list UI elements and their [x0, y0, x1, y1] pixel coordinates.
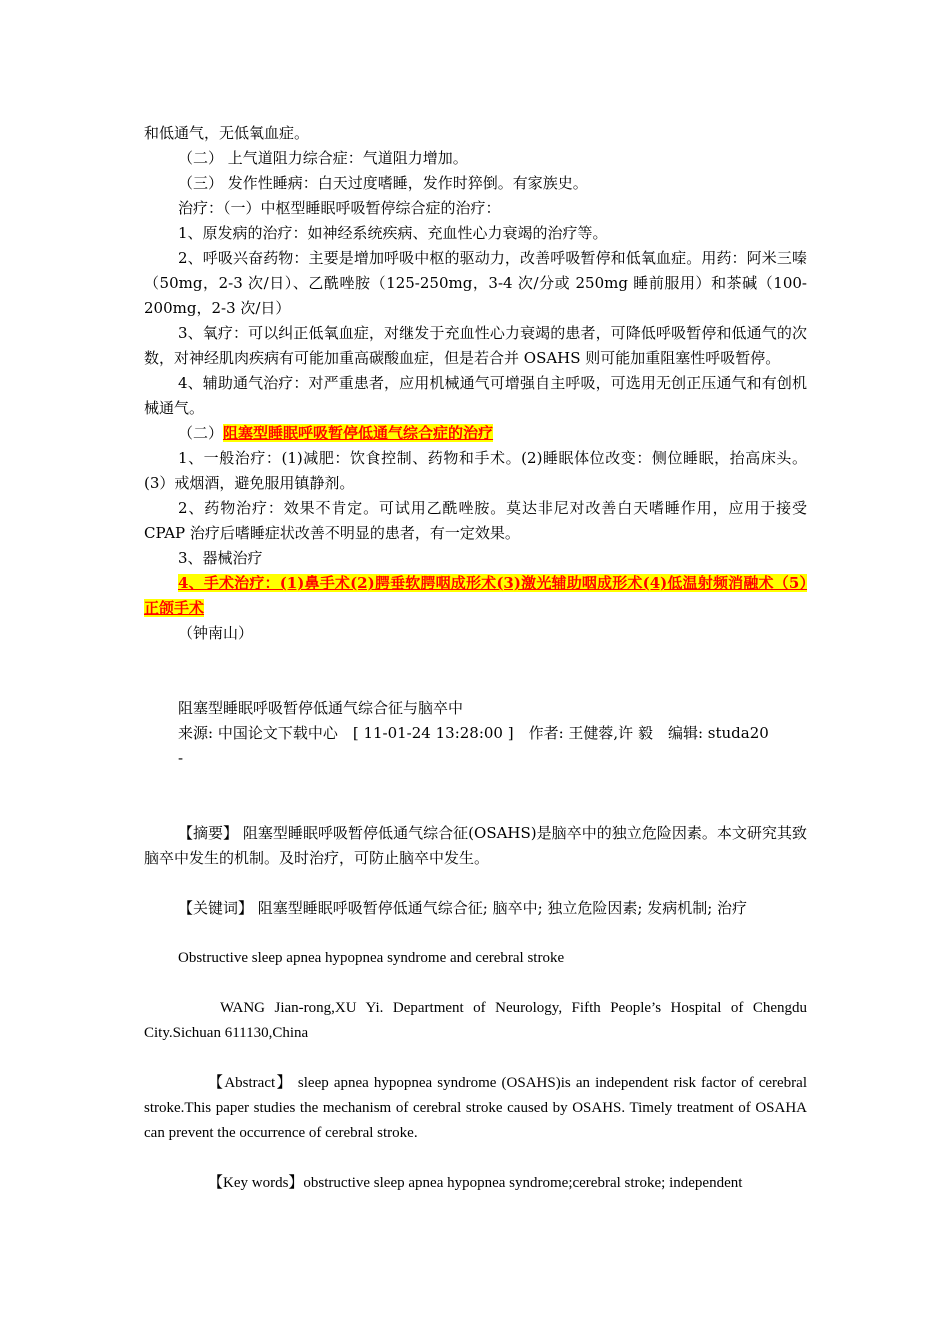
paragraph: 3、氧疗：可以纠正低氧血症，对继发于充血性心力衰竭的患者，可降低呼吸暂停和低通气的次数，对神经肌肉疾病有可能加重高碳酸血症，但是若合并 OSAHS 则可能加重阻塞性呼吸暂停。: [144, 324, 807, 367]
spacer: [144, 771, 807, 821]
abstract-en: 【Abstract】 sleep apnea hypopnea syndrome (OSAHS)is an independent risk factor of cerebral stroke.This paper studies the mechanism of cerebral stroke caused by OSAHS. Timely treatment of OSAHA can prevent the occurrence of cerebral stroke.: [144, 1075, 807, 1141]
dash-line: -: [178, 749, 184, 767]
heading-prefix: （二）: [178, 424, 224, 442]
surgery-highlight: 4、手术治疗：(1)鼻手术(2)腭垂软腭咽成形术(3)激光辅助咽成形术(4)低温射频消融术（5）正颌手术: [144, 574, 807, 617]
spacer: [144, 921, 807, 946]
paragraph: （三） 发作性睡病：白天过度嗜睡，发作时猝倒。有家族史。: [178, 174, 588, 192]
paragraph: 1、原发病的治疗：如神经系统疾病、充血性心力衰竭的治疗等。: [178, 224, 608, 242]
paragraph: 3、器械治疗: [178, 549, 263, 567]
section-heading: [144, 421, 807, 446]
spacer: [144, 971, 807, 996]
source-line: 来源: 中国论文下载中心 [ 11-01-24 13:28:00 ] 作者: 王健蓉,许 毅 编辑: studa20: [178, 724, 769, 742]
paragraph: 1、一般治疗：(1)减肥：饮食控制、药物和手术。(2)睡眠体位改变：侧位睡眠，抬高床头。(3）戒烟酒，避免服用镇静剂。: [144, 449, 807, 492]
highlighted-heading: 阻塞型睡眠呼吸暂停低通气综合症的治疗: [223, 424, 494, 442]
author-signature: （钟南山）: [178, 624, 254, 642]
article-title: 阻塞型睡眠呼吸暂停低通气综合征与脑卒中: [178, 699, 464, 717]
spacer: [144, 1146, 807, 1171]
authors-en: WANG Jian-rong,XU Yi. Department of Neurology, Fifth People’s Hospital of Chengdu City.Sichuan 611130,China: [144, 1000, 807, 1041]
paragraph: 治疗：（一）中枢型睡眠呼吸暂停综合症的治疗：: [178, 199, 501, 217]
paragraph: 和低通气，无低氧血症。: [144, 124, 310, 142]
paragraph: 4、辅助通气治疗：对严重患者，应用机械通气可增强自主呼吸，可选用无创正压通气和有创机械通气。: [144, 374, 807, 417]
keywords-en: 【Key words】obstructive sleep apnea hypopnea syndrome;cerebral stroke; independent: [208, 1175, 743, 1191]
spacer: [144, 646, 807, 696]
paragraph: （二） 上气道阻力综合症：气道阻力增加。: [178, 149, 468, 167]
spacer: [144, 1046, 807, 1071]
spacer: [144, 871, 807, 896]
keywords-cn: 【关键词】 阻塞型睡眠呼吸暂停低通气综合征; 脑卒中; 独立危险因素; 发病机制; 治疗: [178, 899, 748, 917]
abstract-cn: 【摘要】 阻塞型睡眠呼吸暂停低通气综合征(OSAHS)是脑卒中的独立危险因素。本文研究其致脑卒中发生的机制。及时治疗，可防止脑卒中发生。: [144, 824, 807, 867]
paragraph: 2、药物治疗：效果不肯定。可试用乙酰唑胺。莫达非尼对改善白天嗜睡作用，应用于接受 CPAP 治疗后嗜睡症状改善不明显的患者，有一定效果。: [144, 499, 807, 542]
document-page: [144, 121, 807, 1196]
highlighted-paragraph: [144, 571, 807, 621]
paragraph: 2、呼吸兴奋药物：主要是增加呼吸中枢的驱动力，改善呼吸暂停和低氧血症。用药：阿米三嗪（50mg，2-3 次/日）、乙酰唑胺（125-250mg，3-4 次/分或 250mg 睡前服用）和茶碱（100-200mg，2-3 次/日）: [144, 249, 807, 317]
title-en: Obstructive sleep apnea hypopnea syndrome and cerebral stroke: [178, 950, 565, 966]
